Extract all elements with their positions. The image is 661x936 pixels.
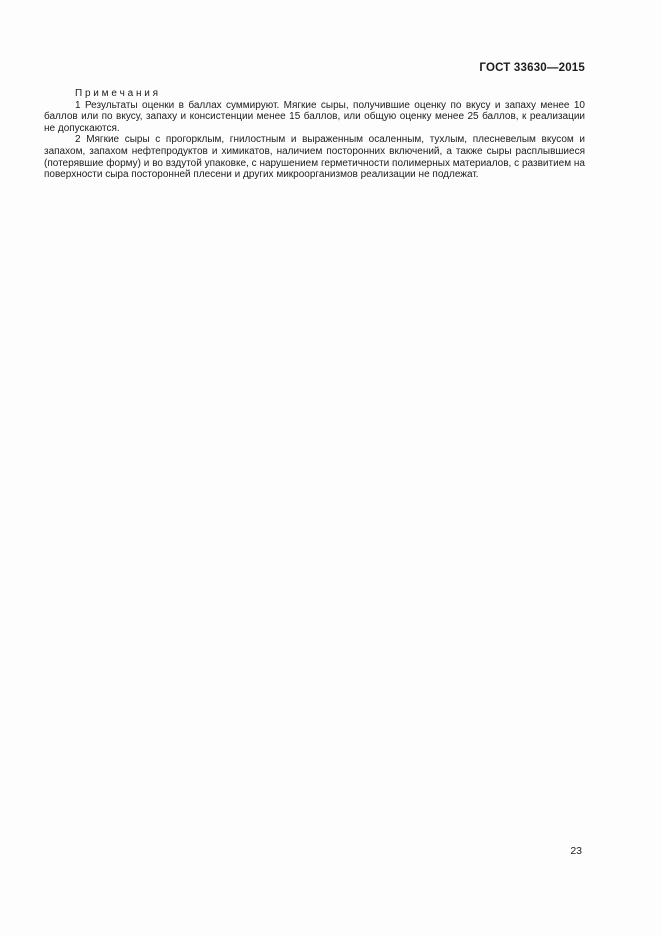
notes-heading: П р и м е ч а н и я [75, 88, 159, 99]
notes-block [44, 88, 585, 181]
page-number: 23 [570, 845, 582, 857]
note-paragraph: 2 Мягкие сыры с прогорклым, гнилостным и выраженным осаленным, тухлым, плесневелым вкусом и запахом, запахом нефтепродуктов и химикатов, наличием посторонних включений, а также сыры расплывшиеся (потерявшие форму) и во вздутой упаковке, с нарушением герметичности полимерных материалов, с развитием на поверхности сыра посторонней плесени и других микроорганизмов реализации не подлежат. [44, 134, 585, 181]
note-paragraph: 1 Результаты оценки в баллах суммируют. Мягкие сыры, получившие оценку по вкусу и запаху менее 10 баллов или по вкусу, запаху и консистенции менее 15 баллов, или общую оценку менее 25 баллов, к реализации не допускаются. [44, 99, 585, 134]
running-header-standard-number: ГОСТ 33630—2015 [479, 62, 585, 74]
